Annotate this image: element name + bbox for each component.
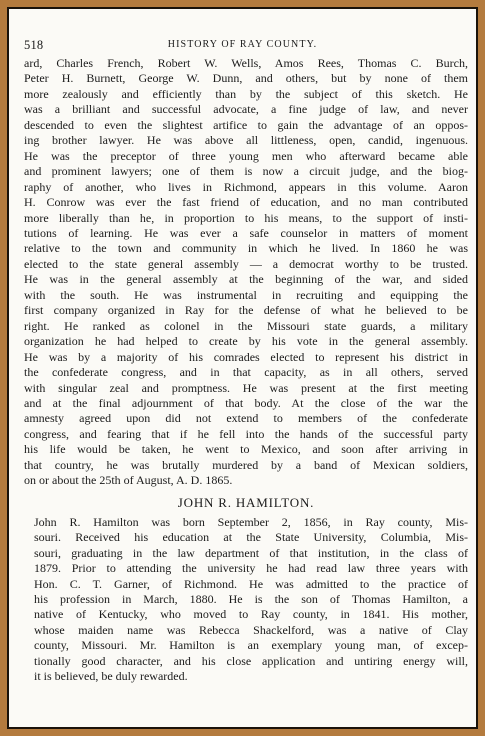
section-heading: JOHN R. HAMILTON. <box>177 494 315 510</box>
text-line: descended to even the slightest artifice to gain the advantage of an oppos- <box>24 117 468 132</box>
conrow-biography-paragraph <box>24 56 468 489</box>
text-line: ing brother lawyer. He was above all littleness, open, candid, ingenuous. <box>24 133 468 148</box>
text-line: relative to the town and community in which he lived. In 1860 he was <box>24 241 468 256</box>
text-line: with the south. He was instrumental in recruiting and equipping the <box>24 287 468 302</box>
text-line: first company organized in Ray for the defense of what he believed to be <box>24 303 468 318</box>
text-line: He was the preceptor of three young men who afterward became able <box>24 148 468 163</box>
book-page <box>9 9 476 727</box>
text-line: H. Conrow was ever the fast friend of education, and no man contributed <box>24 195 468 210</box>
text-line: county, Missouri. Mr. Hamilton is an exemplary young man, of excep- <box>34 638 468 653</box>
text-line: 1879. Prior to attending the university he had read law three years with <box>34 561 468 576</box>
text-line: He was in the general assembly at the beginning of the war, and sided <box>24 272 468 287</box>
text-line: John R. Hamilton was born September 2, 1856, in Ray county, Mis- <box>34 514 468 529</box>
page-number: 518 <box>24 38 44 52</box>
text-line: ard, Charles French, Robert W. Wells, Amos Rees, Thomas C. Burch, <box>24 56 468 70</box>
text-line: whose maiden name was Rebecca Shackelford, was a native of Clay <box>34 622 468 637</box>
text-line: that country, he was brutally murdered by a band of Mexican soldiers, <box>24 457 468 472</box>
running-head: HISTORY OF RAY COUNTY. <box>167 39 318 50</box>
text-line: and prominent lawyers; one of them is now a circuit judge, and the biog- <box>24 164 468 179</box>
text-line: souri, graduating in the law department of that institution, in the class of <box>34 545 468 560</box>
text-line: on or about the 25th of August, A. D. 1865. <box>24 473 233 488</box>
body-text <box>24 56 468 685</box>
hamilton-biography-paragraph <box>24 515 468 685</box>
text-line: and at the final adjournment of that body. At the close of the war the <box>24 395 468 410</box>
text-line: organization he had helped to create by his vote in the general assembly. <box>24 334 468 349</box>
text-line: with singular zeal and promptness. He was present at the first meeting <box>24 380 468 395</box>
frame-border <box>7 7 478 729</box>
text-line: his profession in March, 1880. He is the son of Thomas Hamilton, a <box>34 591 468 606</box>
text-line: He was by a majority of his comrades elected to represent his district in <box>24 349 468 364</box>
text-line: tionally good character, and his close application and untiring energy will, <box>34 653 468 668</box>
text-line: amnesty agreed upon did not extend to members of the confederate <box>24 411 468 426</box>
text-line: it is believed, be duly rewarded. <box>34 669 188 684</box>
text-line: his life would be taken, he went to Mexico, and soon after arriving in <box>24 442 468 457</box>
text-line: tutions of learning. He was ever a safe counselor in matters of moment <box>24 225 468 240</box>
text-line: the confederate congress, and in that capacity, as in all others, served <box>24 365 468 380</box>
text-line: raphy of another, who lives in Richmond, appears in this volume. Aaron <box>24 179 468 194</box>
text-line: more liberally than he, in proportion to his means, to the support of insti- <box>24 210 468 225</box>
text-line: Hon. C. T. Garner, of Richmond. He was admitted to the practice of <box>34 576 468 591</box>
text-line: native of Kentucky, who moved to Ray county, in 1841. His mother, <box>34 607 468 622</box>
text-line: Peter H. Burnett, George W. Dunn, and others, but by none of them <box>24 71 468 86</box>
text-line: more zealously and efficiently than by the subject of this sketch. He <box>24 86 468 101</box>
text-line: was a brilliant and successful advocate, a fine judge of law, and never <box>24 102 468 117</box>
page-header <box>24 38 461 52</box>
text-line: souri. Received his education at the State University, Columbia, Mis- <box>34 530 468 545</box>
text-line: right. He ranked as colonel in the Missouri state guards, a military <box>24 318 468 333</box>
text-line: elected to the state general assembly — a democrat worthy to be trusted. <box>24 256 468 271</box>
text-line: congress, and fearing that if he fell into the hands of the successful party <box>24 426 468 441</box>
